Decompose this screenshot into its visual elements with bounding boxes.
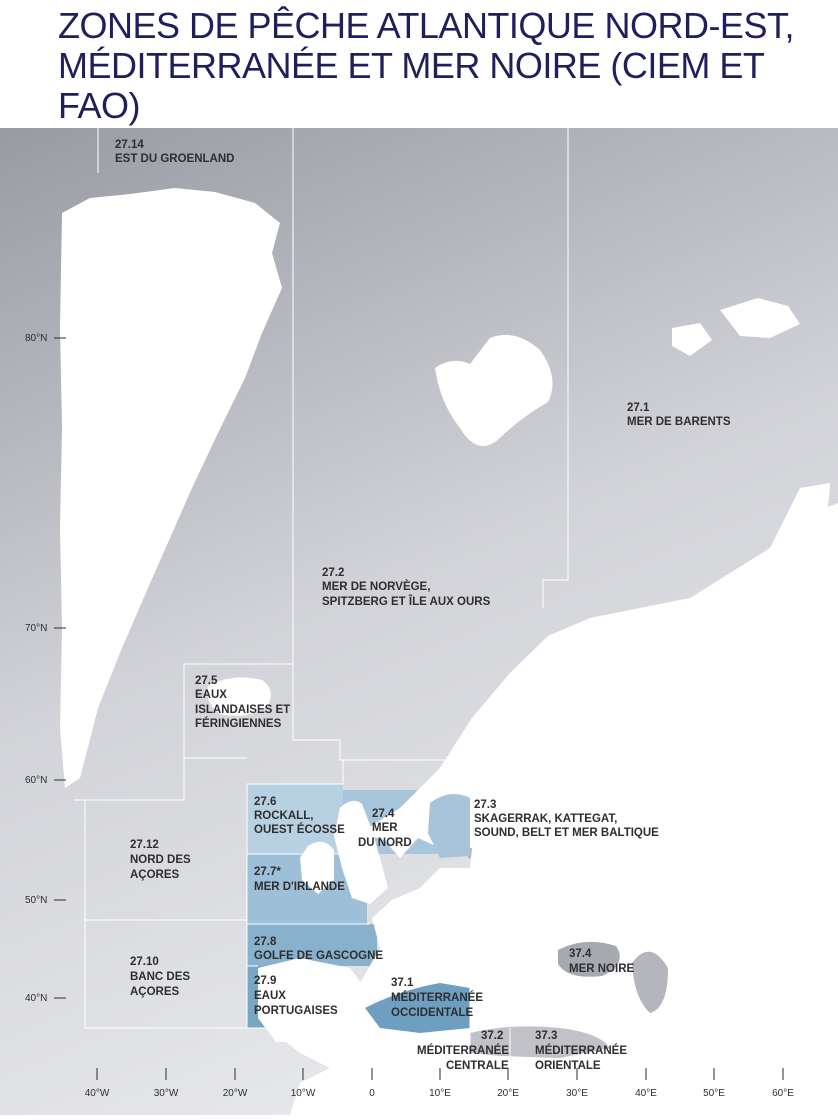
lon-label: 20°W — [222, 1088, 248, 1099]
lon-label: 10°W — [290, 1088, 316, 1099]
title-line-2: MÉDITERRANÉE ET MER NOIRE (CIEM ET FAO) — [58, 45, 764, 126]
zone-label-37-1: 37.1 MÉDITERRANÉE OCCIDENTALE — [391, 977, 484, 1019]
title-line-1: ZONES DE PÊCHE ATLANTIQUE NORD-EST, — [58, 5, 794, 46]
lat-label: 40°N — [25, 993, 48, 1004]
map-canvas — [0, 128, 838, 1115]
zone-label-27-14: 27.14 EST DU GROENLAND — [115, 139, 235, 165]
lon-label: 50°E — [703, 1088, 725, 1099]
zone-label-37-3: 37.3 MÉDITERRANÉE ORIENTALE — [535, 1030, 628, 1072]
lat-label: 70°N — [25, 623, 48, 634]
lon-label: 40°W — [84, 1088, 110, 1099]
zone-label-27-7: 27.7* MER D'IRLANDE — [254, 866, 345, 893]
page-title — [58, 6, 838, 126]
zone-label-27-10: 27.10 BANC DES AÇORES — [130, 956, 191, 998]
lon-label: 40°E — [635, 1088, 657, 1099]
zone-label-27-5: 27.5 EAUX ISLANDAISES ET FÉRINGIENNES — [195, 675, 291, 730]
zone-label-27-1: 27.1 MER DE BARENTS — [627, 402, 731, 428]
zone-label-27-3: 27.3 SKAGERRAK, KATTEGAT, SOUND, BELT ET MER BALTIQUE — [474, 799, 659, 839]
lon-label: 0 — [369, 1088, 375, 1099]
lat-label: 50°N — [25, 895, 48, 906]
zone-label-37-4: 37.4 MER NOIRE — [569, 948, 635, 975]
lat-label: 60°N — [25, 775, 48, 786]
fishing-zones-map — [0, 128, 838, 1115]
lon-label: 20°E — [497, 1088, 519, 1099]
zone-label-27-2: 27.2 MER DE NORVÈGE, SPITZBERG ET ÎLE AUX OURS — [322, 567, 491, 608]
lat-label: 80°N — [25, 333, 48, 344]
zone-label-37-2: 37.2 MÉDITERRANÉE CENTRALE — [417, 1030, 510, 1072]
lon-label: 30°W — [153, 1088, 179, 1099]
lon-label: 60°E — [772, 1088, 794, 1099]
zone-label-27-4: 27.4 MER DU NORD — [358, 808, 412, 849]
zone-label-27-9: 27.9 EAUX PORTUGAISES — [254, 975, 338, 1017]
zone-label-27-6: 27.6 ROCKALL, OUEST ÉCOSSE — [254, 796, 345, 836]
lon-label: 10°E — [429, 1088, 451, 1099]
lon-label: 30°E — [566, 1088, 588, 1099]
zone-label-27-12: 27.12 NORD DES AÇORES — [130, 839, 191, 881]
zone-label-27-8: 27.8 GOLFE DE GASCOGNE — [254, 936, 384, 962]
